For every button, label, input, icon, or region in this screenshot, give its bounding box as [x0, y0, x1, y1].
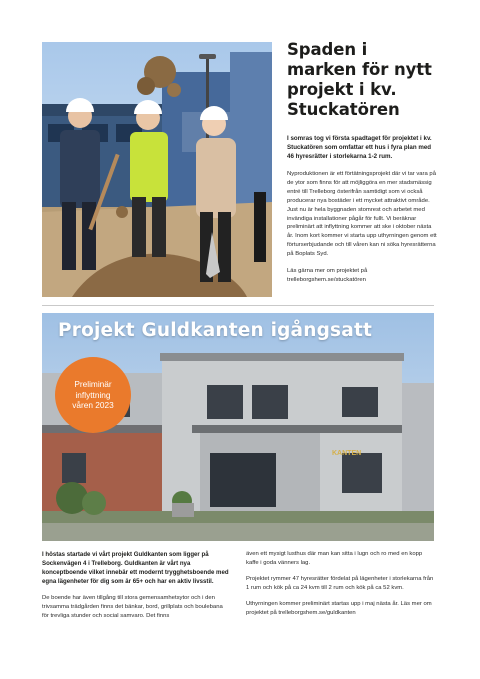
guldkanten-lead: I höstas startade vi vårt projekt Guldkanten som ligger på Sockenvägen 4 i Trelleborg. Guldkanten är vårt nya konceptboende vilket innebär ett modernt trygghetsboende med egna lägenheter för dig som är 65+ och har en aktiv livsstil. — [42, 551, 229, 586]
guldkanten-headline: Projekt Guldkanten igångsatt — [58, 320, 373, 341]
badge-line-2: inflyttning — [75, 389, 111, 400]
article-stuckatoren — [287, 40, 439, 285]
guldkanten-body-right-1: även ett mysigt lusthus där man kan sitta i lugn och ro med en kopp kaffe i goda vänners lag. — [246, 551, 423, 566]
section-divider — [42, 305, 434, 306]
article-body: Nyproduktionen är ett förtätningsprojekt där vi tar vara på de ytor som finns för att möjliggöra en mer stadsmässig entré till Trelleborg österifrån samtidigt som vi också producerar nya bostäder i ett mycket attraktivt område. Just nu är hela byggnaden stomrest och arbetet med invändiga installationer pågår för fullt. Vi beräknar preliminärt att inflyttning kommer att ske i oktober nästa år. Inom kort kommer vi starta upp uthyrningen genom ett förturserbjudande och till våren kan ni söka hyresrätterna på Boplats Syd. — [287, 171, 437, 258]
building-sign-text: KANTEN — [332, 450, 362, 457]
groundbreaking-illustration — [42, 42, 272, 297]
guldkanten-body-right-2: Projektet rymmer 47 hyresrätter fördelat på lägenheter i storlekarna från 1 rum och kök på ca 24 kvm till 2 rum och kök på ca 52 kvm. — [246, 575, 434, 591]
groundbreaking-photo — [42, 42, 272, 297]
guldkanten-text-left — [42, 550, 230, 628]
article-title: Spaden i marken för nytt projekt i kv. Stuckatören — [287, 40, 432, 119]
article-lead: I somras tog vi första spadtaget för projektet i kv. Stuckatören som omfattar ett hus i fyra plan med 46 hyresrätter i storlekarna 1-2 rum. — [287, 135, 432, 160]
article-link-text: Läs gärna mer om projektet på trelleborgshem.se/stuckatören — [287, 268, 368, 283]
guldkanten-body-left: De boende har även tillgång till stora gemensamhetsytor och i den trivsamma trädgården finns det bänkar, bord, grillplats och boulebana för trevliga stunder och social samvaro. Det finns — [42, 595, 223, 620]
move-in-badge — [55, 357, 131, 433]
guldkanten-text-right — [246, 550, 434, 624]
badge-line-3: våren 2023 — [72, 400, 114, 411]
guldkanten-body-right-3: Uthyrningen kommer preliminärt startas upp i maj nästa år. Läs mer om projektet på trelleborgshem.se/guldkanten — [246, 600, 432, 616]
badge-line-1: Preliminär — [74, 379, 112, 390]
